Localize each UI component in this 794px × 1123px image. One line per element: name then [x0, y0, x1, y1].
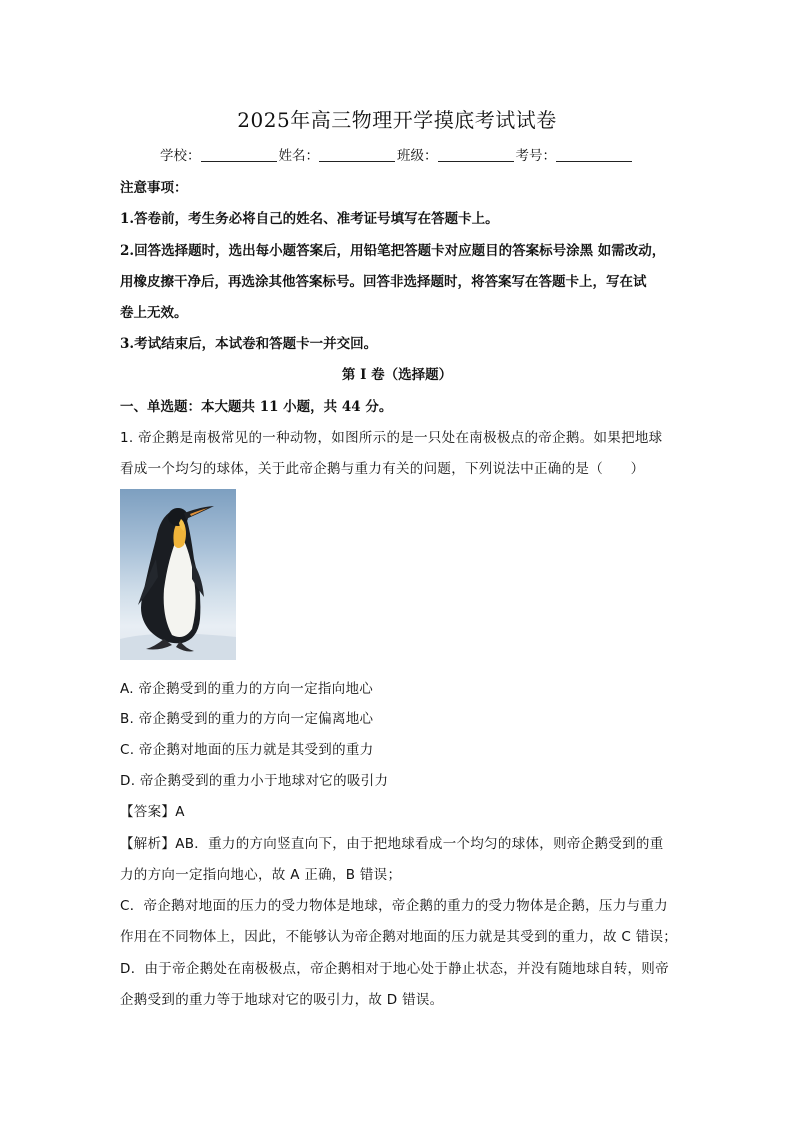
exam-number-label: 考号：: [515, 148, 556, 164]
analysis-text-1: AB．重力的方向竖直向下，由于把地球看成一个均匀的球体，则帝企鹅受到的重: [175, 836, 664, 852]
school-blank: [201, 147, 277, 162]
class-label: 班级：: [397, 148, 438, 164]
name-label: 姓名：: [278, 148, 319, 164]
question-1-stem-line-2: 看成一个均匀的球体，关于此帝企鹅与重力有关的问题，下列说法中正确的是（ ）: [120, 461, 645, 477]
notice-item-3: 3.考试结束后，本试卷和答题卡一并交回。: [120, 336, 378, 352]
name-blank: [319, 147, 395, 162]
answer-value: A: [175, 804, 185, 820]
option-d: D. 帝企鹅受到的重力小于地球对它的吸引力: [120, 773, 389, 789]
school-label: 学校：: [160, 148, 201, 164]
notice-heading: 注意事项：: [120, 180, 188, 196]
analysis-line-1: [120, 832, 664, 852]
part-heading: 一、单选题：本大题共 11 小题，共 44 分。: [120, 399, 393, 415]
notice-item-2-line-1: 2.回答选择题时，选出每小题答案后，用铅笔把答题卡对应题目的答案标号涂黑 如需改动，: [120, 243, 666, 259]
answer-line: [120, 800, 185, 820]
option-c: C. 帝企鹅对地面的压力就是其受到的重力: [120, 742, 374, 758]
analysis-tag: 【解析】: [120, 836, 176, 852]
option-b: B. 帝企鹅受到的重力的方向一定偏离地心: [120, 711, 374, 727]
notice-item-2-line-2: 用橡皮擦干净后，再选涂其他答案标号。回答非选择题时，将答案写在答题卡上，写在试: [120, 274, 647, 290]
penguin-image: [120, 489, 236, 660]
analysis-line-5: D．由于帝企鹅处在南极极点，帝企鹅相对于地心处于静止状态，并没有随地球自转，则帝: [120, 961, 669, 977]
section-heading: 第 I 卷（选择题）: [341, 367, 453, 383]
class-blank: [438, 147, 514, 162]
question-1-stem-line-1: 1. 帝企鹅是南极常见的一种动物，如图所示的是一只处在南极极点的帝企鹅。如果把地球: [120, 430, 663, 446]
page-title: 2025年高三物理开学摸底考试试卷: [237, 108, 557, 132]
answer-tag: 【答案】: [120, 804, 176, 820]
student-info-row: [160, 144, 634, 164]
option-a: A. 帝企鹅受到的重力的方向一定指向地心: [120, 681, 374, 697]
exam-number-blank: [556, 147, 632, 162]
notice-item-1: 1.答卷前，考生务必将自己的姓名、准考证号填写在答题卡上。: [120, 211, 499, 227]
analysis-line-2: 力的方向一定指向地心，故 A 正确，B 错误；: [120, 867, 402, 883]
notice-item-2-line-3: 卷上无效。: [120, 305, 188, 321]
penguin-photo: [120, 489, 236, 660]
analysis-line-4: 作用在不同物体上，因此，不能够认为帝企鹅对地面的压力就是其受到的重力，故 C 错误；: [120, 929, 678, 945]
analysis-line-6: 企鹅受到的重力等于地球对它的吸引力，故 D 错误。: [120, 992, 444, 1008]
analysis-line-3: C．帝企鹅对地面的压力的受力物体是地球，帝企鹅的重力的受力物体是企鹅，压力与重力: [120, 898, 668, 914]
